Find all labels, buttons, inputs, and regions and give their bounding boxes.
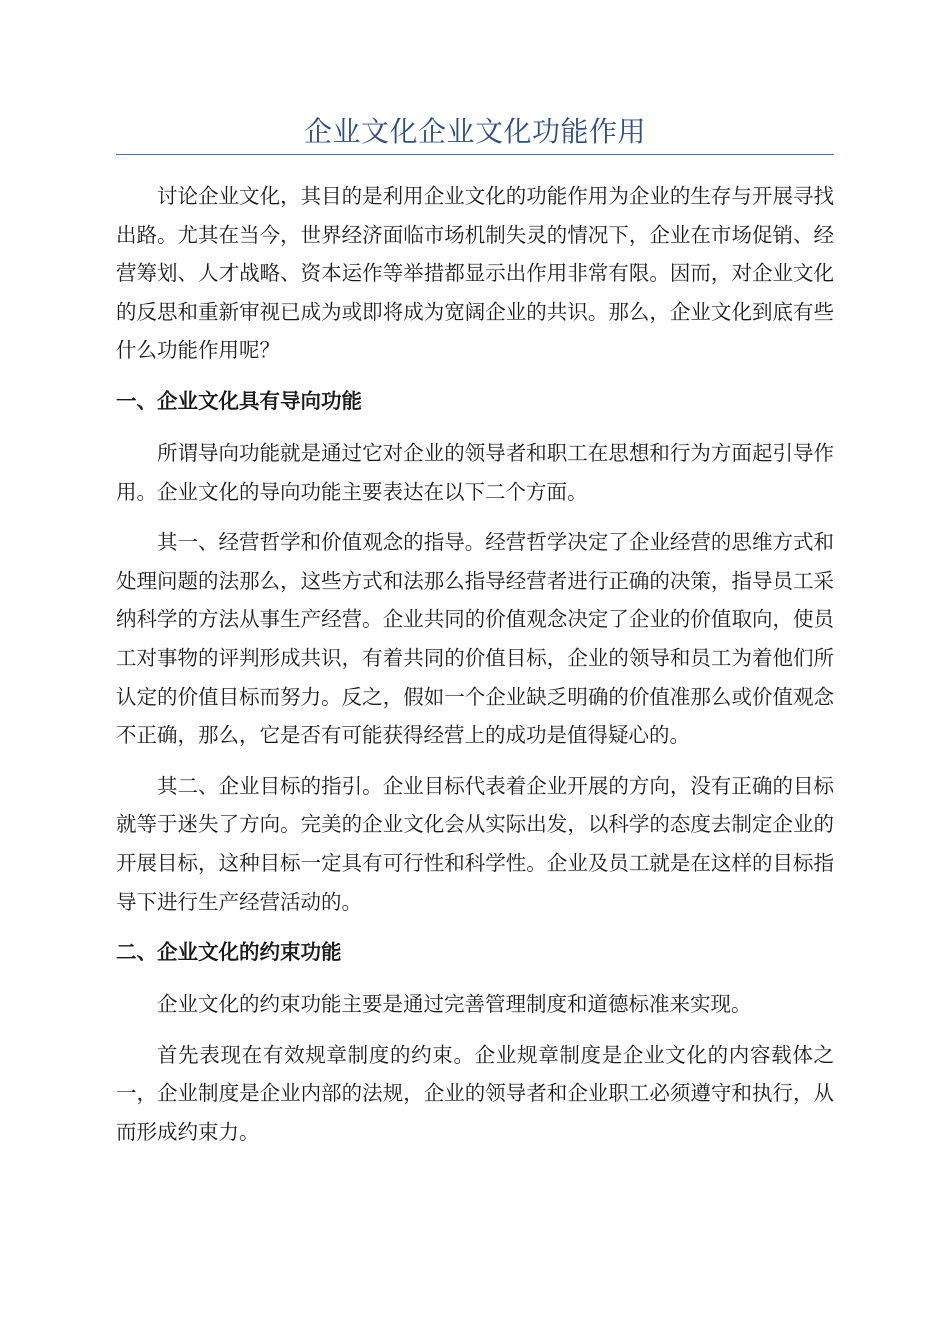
section-heading-constraint: 二、企业文化的约束功能 xyxy=(116,940,342,965)
section1-paragraph-1: 所谓导向功能就是通过它对企业的领导者和职工在思想和行为方面起引导作用。企业文化的导向功能主要表达在以下二个方面。 xyxy=(116,440,834,504)
section-heading-guidance: 一、企业文化具有导向功能 xyxy=(116,388,362,413)
document-title: 企业文化企业文化功能作用 xyxy=(303,115,646,148)
section1-paragraph-3: 其二、企业目标的指引。企业目标代表着企业开展的方向，没有正确的目标就等于迷失了方向。完美的企业文化会从实际出发，以科学的态度去制定企业的开展目标，这种目标一定具有可行性和科学性。企业及员工就是在这样的目标指导下进行生产经营活动的。 xyxy=(116,773,834,914)
section1-paragraph-2: 其一、经营哲学和价值观念的指导。经营哲学决定了企业经营的思维方式和处理问题的法那么，这些方式和法那么指导经营者进行正确的决策，指导员工采纳科学的方法从事生产经营。企业共同的价值观念决定了企业的价值取向，使员工对事物的评判形成共识，有着共同的价值目标，企业的领导和员工为着他们所认定的价值目标而努力。反之，假如一个企业缺乏明确的价值准那么或价值观念不正确，那么，它是否有可能获得经营上的成功是值得疑心的。 xyxy=(116,530,834,748)
intro-paragraph: 讨论企业文化，其目的是利用企业文化的功能作用为企业的生存与开展寻找出路。尤其在当今，世界经济面临市场机制失灵的情况下，企业在市场促销、经营筹划、人才战略、资本运作等举措都显示出作用非常有限。因而，对企业文化的反思和重新审视已成为或即将成为宽阔企业的共识。那么，企业文化到底有些什么功能作用呢？ xyxy=(116,184,834,363)
section2-paragraph-2: 首先表现在有效规章制度的约束。企业规章制度是企业文化的内容载体之一，企业制度是企业内部的法规，企业的领导者和企业职工必须遵守和执行，从而形成约束力。 xyxy=(116,1042,834,1144)
section2-paragraph-1: 企业文化的约束功能主要是通过完善管理制度和道德标准来实现。 xyxy=(157,992,752,1017)
document-page xyxy=(116,112,834,1163)
title-underline xyxy=(116,154,834,155)
